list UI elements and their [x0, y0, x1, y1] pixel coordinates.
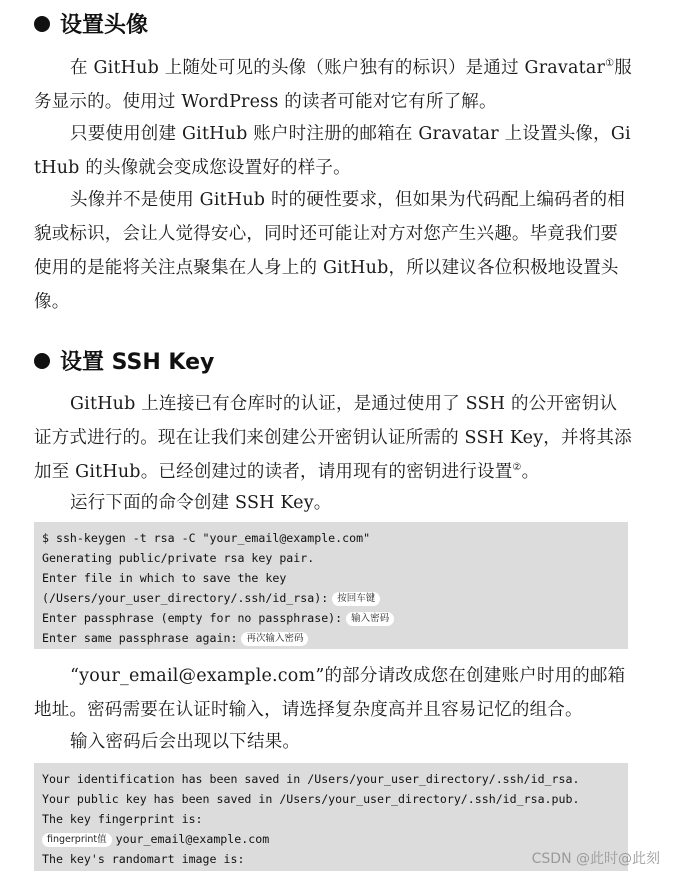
annotation-reenter-password: 再次输入密码 — [241, 632, 308, 646]
paragraph-gravatar-setup: 只要使用创建 GitHub 账户时注册的邮箱在 Gravatar 上设置头像，GitHub 的头像就会变成您设置好的样子。 — [34, 124, 631, 178]
annotation-enter-password: 输入密码 — [346, 612, 394, 626]
code-line: Your identification has been saved in /Users/your_user_directory/.ssh/id_rsa. — [42, 772, 580, 786]
code-line: fingerprint值 your_email@example.com — [42, 829, 620, 849]
code-line: Generating public/private rsa key pair. — [42, 551, 315, 565]
code-block-ssh-keygen — [34, 522, 628, 649]
bullet-icon — [34, 16, 50, 32]
heading-text: 设置头像 — [60, 13, 149, 38]
footnote-ref-2: ② — [512, 462, 522, 474]
paragraph-run-command: 运行下面的命令创建 SSH Key。 — [70, 493, 332, 513]
annotation-fingerprint: fingerprint值 — [42, 833, 112, 847]
code-line: The key's randomart image is: — [42, 852, 245, 866]
section-heading-avatar — [34, 8, 148, 39]
section-heading-ssh-key — [34, 345, 214, 376]
code-line: Enter passphrase (empty for no passphrase): 输入密码 — [42, 608, 620, 628]
paragraph-ssh-intro: GitHub 上连接已有仓库时的认证，是通过使用了 SSH 的公开密钥认证方式进行的。现在让我们来创建公开密钥认证所需的 SSH Key，并将其添加至 GitHub。已经创建过的读者，请用现有的密钥进行设置②。 — [34, 394, 632, 482]
paragraph-avatar-advice: 头像并不是使用 GitHub 时的硬性要求，但如果为代码配上编码者的相貌或标识，会让人觉得安心，同时还可能让对方对您产生兴趣。毕竟我们要使用的是能将关注点聚集在人身上的 GitHub，所以建议各位积极地设置头像。 — [34, 190, 625, 312]
heading-text: 设置 SSH Key — [60, 350, 215, 375]
code-line: Enter file in which to save the key — [42, 571, 287, 585]
paragraph-gravatar: 在 GitHub 上随处可见的头像（账户独有的标识）是通过 Gravatar①服务显示的。使用过 WordPress 的读者可能对它有所了解。 — [34, 58, 632, 112]
code-line: Your public key has been saved in /Users/your_user_directory/.ssh/id_rsa.pub. — [42, 792, 580, 806]
annotation-press-enter: 按回车键 — [332, 592, 380, 606]
paragraph-email-note: “your_email@example.com”的部分请改成您在创建账户时用的邮箱地址。密码需要在认证时输入，请选择复杂度高并且容易记忆的组合。 — [34, 666, 626, 720]
bullet-icon — [34, 353, 50, 369]
code-line: The key fingerprint is: — [42, 812, 203, 826]
code-line: (/Users/your_user_directory/.ssh/id_rsa): 按回车键 — [42, 588, 620, 608]
code-line: $ ssh-keygen -t rsa -C "your_email@example.com" — [42, 531, 371, 545]
footnote-ref-1: ① — [605, 58, 615, 70]
code-line: Enter same passphrase again: 再次输入密码 — [42, 628, 620, 648]
paragraph-result-intro: 输入密码后会出现以下结果。 — [70, 732, 301, 752]
watermark: CSDN @此时@此刻 — [531, 851, 660, 867]
